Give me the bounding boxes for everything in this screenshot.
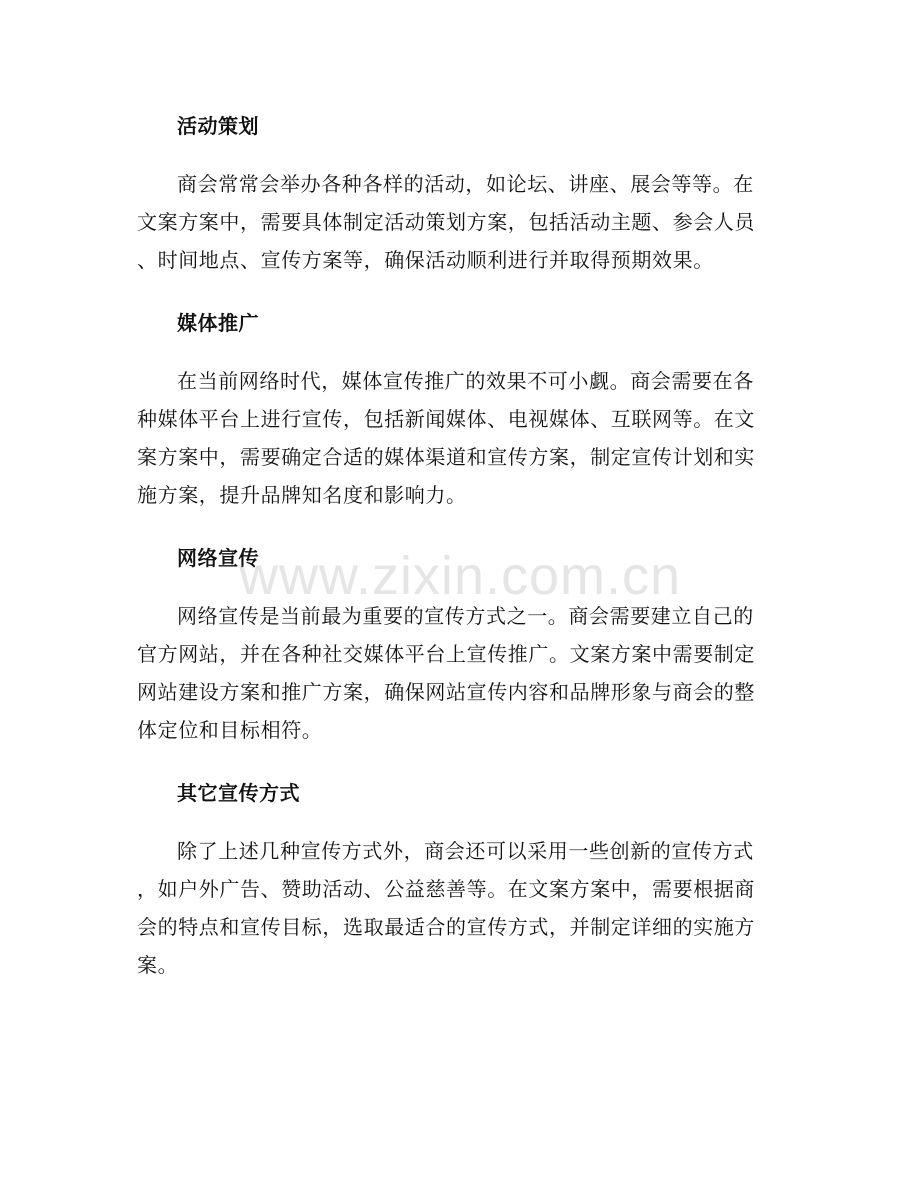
text-line: 案。 [137, 953, 179, 977]
section-heading-event-planning: 活动策划 [177, 114, 259, 138]
text-line: 商会常常会举办各种各样的活动，如论坛、讲座、展会等等。在 [177, 172, 754, 196]
text-line: 种媒体平台上进行宣传，包括新闻媒体、电视媒体、互联网等。在文 [137, 407, 755, 431]
text-line: 体定位和目标相符。 [137, 718, 323, 742]
text-line: 网站建设方案和推广方案，确保网站宣传内容和品牌形象与商会的整 [137, 680, 755, 704]
section-heading-media-promotion: 媒体推广 [177, 311, 259, 335]
text-line: 除了上述几种宣传方式外，商会还可以采用一些创新的宣传方式 [177, 839, 754, 863]
watermark: www.zixin.com.cn [238, 546, 682, 606]
text-line: ，如户外广告、赞助活动、公益慈善等。在文案方案中，需要根据商 [137, 877, 755, 901]
section-heading-online-promotion: 网络宣传 [177, 546, 259, 570]
paragraph-other-methods [137, 832, 773, 984]
text-line: 施方案，提升品牌知名度和影响力。 [137, 483, 467, 507]
text-line: 在当前网络时代，媒体宣传推广的效果不可小觑。商会需要在各 [177, 369, 754, 393]
paragraph-event-planning [137, 165, 773, 279]
text-line: 文案方案中，需要具体制定活动策划方案，包括活动主题、参会人员 [137, 210, 755, 234]
text-line: 会的特点和宣传目标，选取最适合的宣传方式，并制定详细的实施方 [137, 915, 755, 939]
text-line: 案方案中，需要确定合适的媒体渠道和宣传方案，制定宣传计划和实 [137, 445, 755, 469]
document-body [137, 104, 773, 984]
section-heading-other-methods: 其它宣传方式 [177, 781, 300, 805]
text-line: 网络宣传是当前最为重要的宣传方式之一。商会需要建立自己的 [177, 604, 754, 628]
text-line: 、时间地点、宣传方案等，确保活动顺利进行并取得预期效果。 [137, 248, 714, 272]
text-line: 官方网站，并在各种社交媒体平台上宣传推广。文案方案中需要制定 [137, 642, 755, 666]
paragraph-online-promotion [137, 597, 773, 749]
paragraph-media-promotion [137, 362, 773, 514]
